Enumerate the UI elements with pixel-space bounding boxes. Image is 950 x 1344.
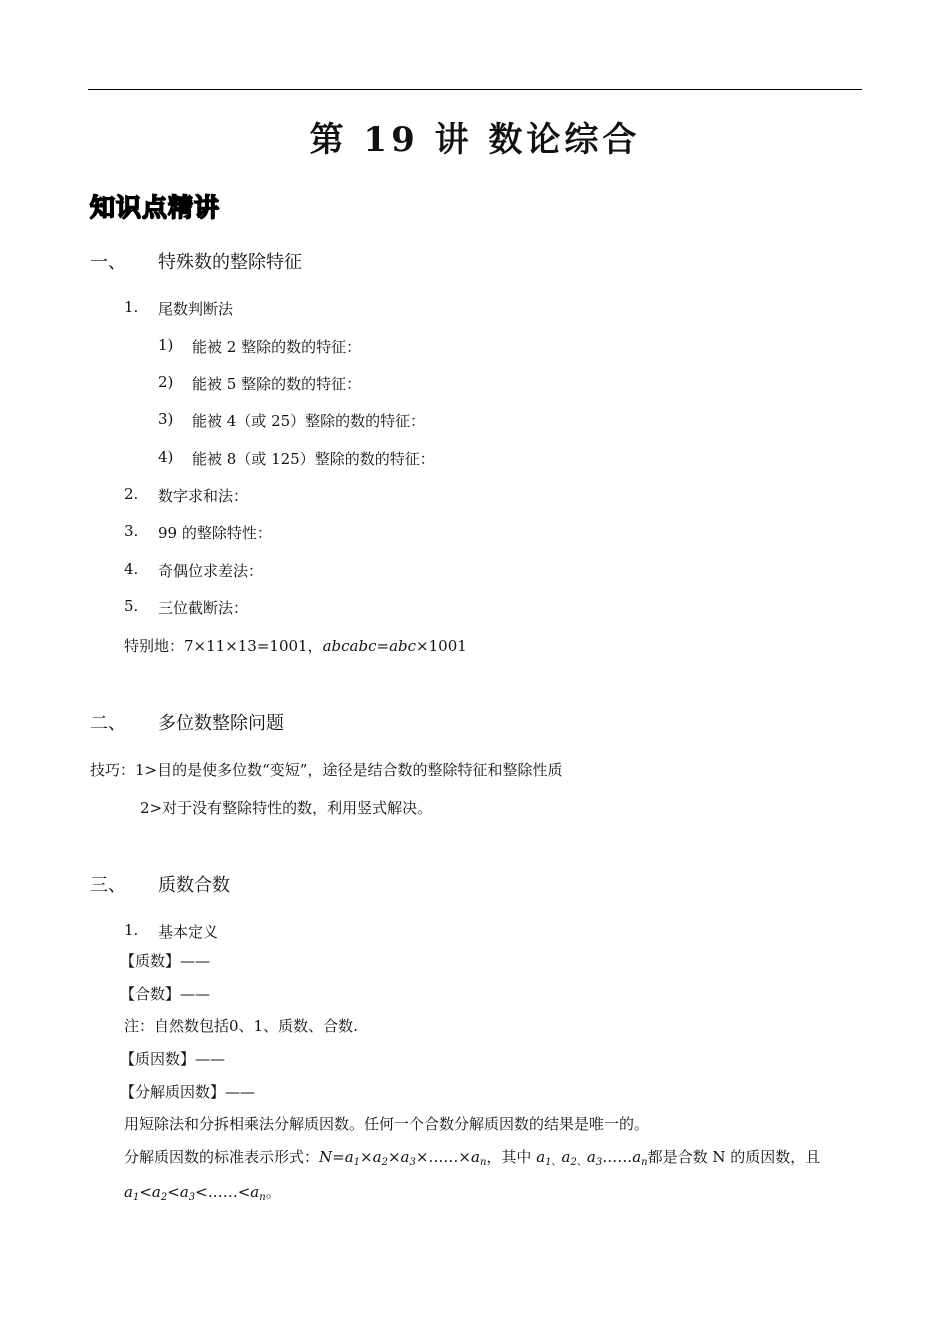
list-number: 3. xyxy=(124,522,139,540)
math-op: × xyxy=(387,1148,401,1166)
math-sep: 、 xyxy=(576,1157,587,1168)
math-var: abcabc xyxy=(322,637,377,655)
note-text: 特别地：7×11×13=1001， xyxy=(124,637,323,655)
list-text: 奇偶位求差法： xyxy=(158,562,264,580)
tip-line: 2>对于没有整除特性的数，利用竖式解决。 xyxy=(140,799,433,817)
math-var: a xyxy=(124,1183,133,1201)
math-op: = xyxy=(332,1148,345,1166)
text-span: 分解质因数的标准表示形式： xyxy=(124,1148,320,1166)
list-number: 1. xyxy=(124,921,139,939)
math-var: a xyxy=(632,1148,642,1166)
math-var: a xyxy=(561,1148,571,1166)
text-span: ，其中 xyxy=(486,1148,532,1166)
math-var: a xyxy=(372,1148,382,1166)
definition-line: 【质数】—— xyxy=(120,952,211,970)
sub-number: 4) xyxy=(158,448,174,466)
note-line: 注：自然数包括0、1、质数、合数. xyxy=(124,1017,358,1035)
math-var: a xyxy=(586,1148,596,1166)
math-op: < xyxy=(139,1183,152,1201)
section-title: 多位数整除问题 xyxy=(158,713,284,734)
math-var: a xyxy=(471,1148,480,1166)
section-title: 特殊数的整除特征 xyxy=(158,252,302,273)
list-text: 基本定义 xyxy=(158,923,219,941)
sub-number: 1) xyxy=(158,336,174,354)
math-sub: 3 xyxy=(188,1192,196,1203)
math-sub: 2 xyxy=(160,1192,168,1203)
math-op: × xyxy=(360,1148,373,1166)
sub-text: 能被 4（或 25）整除的数的特征： xyxy=(192,412,426,430)
math-var: a xyxy=(151,1183,161,1201)
definition-line: 【质因数】—— xyxy=(120,1050,226,1068)
list-text: 尾数判断法 xyxy=(158,300,234,318)
definition-line: 【合数】—— xyxy=(120,985,211,1003)
special-note xyxy=(124,635,467,656)
sub-text: 能被 5 整除的数的特征： xyxy=(192,375,362,393)
list-number: 1. xyxy=(124,298,139,316)
standard-form-line xyxy=(124,1146,820,1167)
math-op: ×……× xyxy=(415,1148,471,1166)
math-sub: n xyxy=(479,1157,487,1168)
math-var: a xyxy=(344,1148,354,1166)
inequality-line xyxy=(124,1181,281,1202)
math-sub: 3 xyxy=(409,1157,416,1168)
list-text: 99 的整除特性： xyxy=(158,524,272,542)
definition-line: 【分解质因数】—— xyxy=(120,1083,256,1101)
math-var: a xyxy=(400,1148,410,1166)
top-rule xyxy=(88,89,862,90)
banner-heading: 知识点精讲 xyxy=(90,193,221,222)
math-var: a xyxy=(250,1183,260,1201)
page-title: 第 19 讲 数论综合 xyxy=(309,120,641,160)
math-var: a xyxy=(179,1183,189,1201)
list-text: 数字求和法： xyxy=(158,487,249,505)
section-number: 三、 xyxy=(90,875,126,896)
math-sub: 2 xyxy=(570,1157,577,1168)
sub-text: 能被 2 整除的数的特征： xyxy=(192,338,362,356)
math-sub: 1 xyxy=(353,1157,361,1168)
section-number: 二、 xyxy=(90,713,126,734)
sub-number: 3) xyxy=(158,410,174,428)
text-line: 用短除法和分拆相乘法分解质因数。任何一个合数分解质因数的结果是唯一的。 xyxy=(124,1115,650,1133)
list-number: 5. xyxy=(124,597,139,615)
math-sub: 3 xyxy=(595,1157,603,1168)
sub-number: 2) xyxy=(158,373,174,391)
section-number: 一、 xyxy=(90,252,126,273)
text-span: 。 xyxy=(265,1183,281,1201)
math-op: < xyxy=(167,1183,180,1201)
math-var: N xyxy=(319,1148,333,1166)
section-title: 质数合数 xyxy=(158,875,230,896)
math-sub: n xyxy=(641,1157,648,1168)
math-op: = xyxy=(376,637,390,655)
math-sub: 1 xyxy=(132,1192,140,1203)
math-sep: 、 xyxy=(551,1157,562,1168)
math-sub: 1 xyxy=(545,1157,552,1168)
tip-line: 技巧：1>目的是使多位数“变短”，途径是结合数的整除特征和整除性质 xyxy=(90,761,563,779)
text-span: 都是合数 N 的质因数，且 xyxy=(647,1148,821,1166)
math-sub: 2 xyxy=(381,1157,388,1168)
list-number: 4. xyxy=(124,560,139,578)
list-text: 三位截断法： xyxy=(158,599,249,617)
sub-text: 能被 8（或 125）整除的数的特征： xyxy=(192,450,435,468)
math-var: a xyxy=(536,1148,546,1166)
note-text: ×1001 xyxy=(416,637,467,655)
math-op: <……< xyxy=(195,1183,251,1201)
math-op: …… xyxy=(602,1148,633,1166)
math-var: abc xyxy=(389,637,417,655)
math-sub: n xyxy=(259,1192,266,1203)
list-number: 2. xyxy=(124,485,139,503)
